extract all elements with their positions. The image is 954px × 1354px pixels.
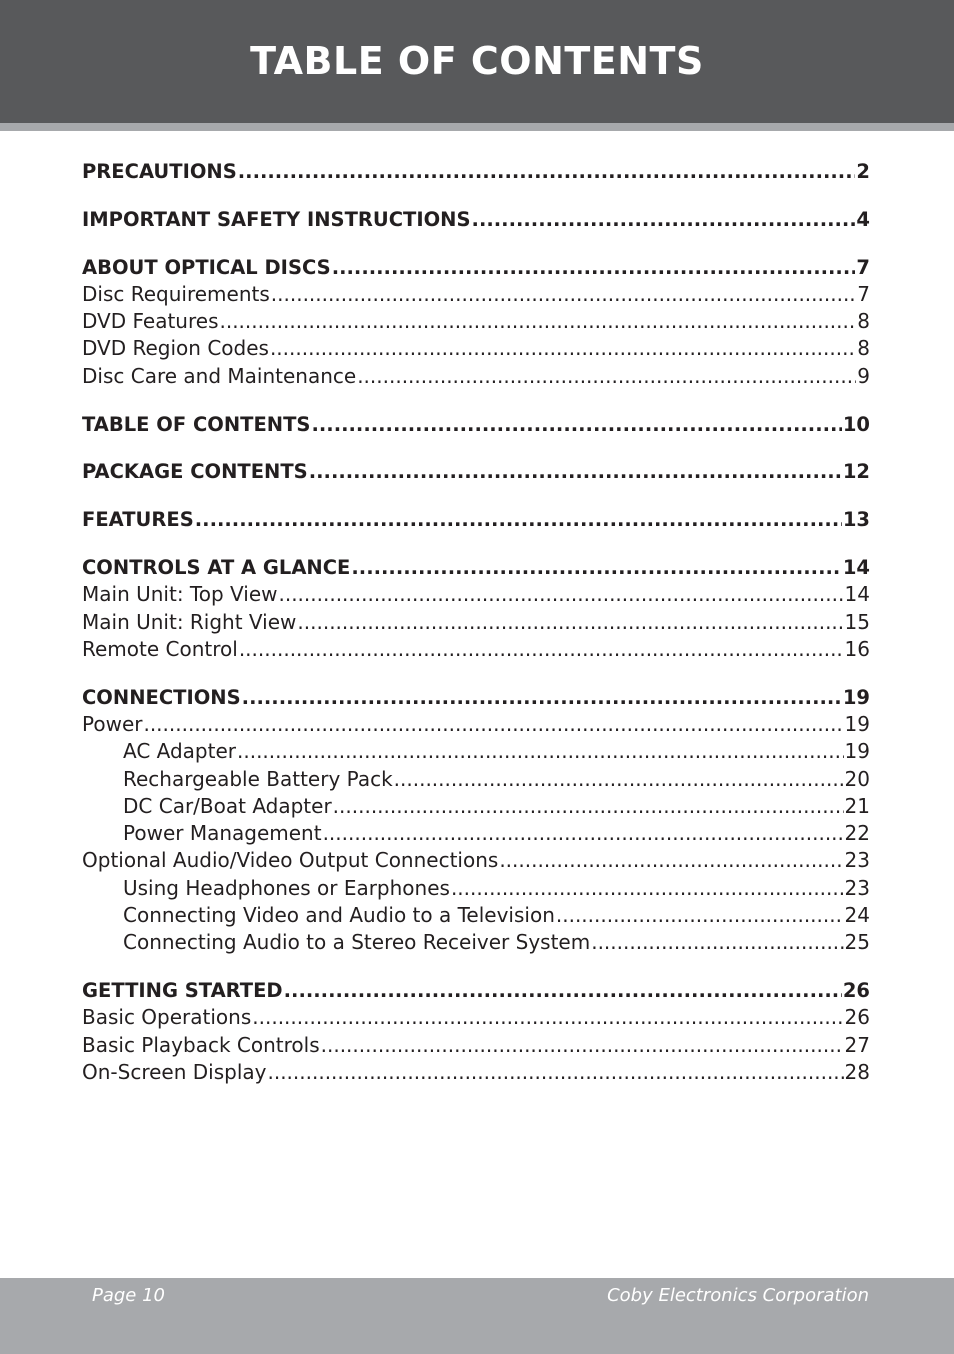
toc-entry-page: 20 — [844, 766, 870, 791]
dot-leader — [556, 902, 844, 929]
toc-entry-important-safety-instructions[interactable] — [82, 206, 870, 233]
dot-leader — [242, 684, 842, 711]
toc-entry-title: Remote Control — [82, 636, 238, 661]
toc-entry-optional-av-output-connections[interactable] — [82, 847, 870, 874]
toc-entry-controls-at-a-glance[interactable] — [82, 554, 870, 581]
dot-leader — [237, 738, 844, 765]
dot-leader — [238, 158, 856, 185]
toc-entry-title: TABLE OF CONTENTS — [82, 412, 311, 436]
toc-entry-title: CONNECTIONS — [82, 685, 241, 709]
toc-entry-title: GETTING STARTED — [82, 979, 283, 1003]
toc-entry-using-headphones[interactable] — [82, 875, 870, 902]
toc-entry-page: 9 — [857, 363, 870, 388]
toc-entry-title: Power — [82, 711, 143, 736]
toc-entry-page: 7 — [857, 281, 870, 306]
dot-leader — [323, 820, 844, 847]
toc-entry-title: DVD Features — [82, 309, 219, 334]
toc-entry-page: 21 — [844, 793, 870, 818]
toc-entry-page: 7 — [856, 255, 870, 279]
toc-entry-title: ABOUT OPTICAL DISCS — [82, 255, 331, 279]
toc-entry-page: 14 — [842, 555, 870, 579]
table-of-contents — [82, 158, 870, 1086]
toc-entry-page: 27 — [844, 1032, 870, 1057]
toc-entry-title: CONTROLS AT A GLANCE — [82, 555, 351, 579]
toc-entry-page: 12 — [842, 460, 870, 484]
toc-entry-title: On-Screen Display — [82, 1060, 267, 1085]
toc-entry-title: Using Headphones or Earphones — [123, 875, 450, 900]
dot-leader — [351, 554, 841, 581]
toc-entry-title: PACKAGE CONTENTS — [82, 460, 308, 484]
toc-entry-page: 19 — [842, 685, 870, 709]
toc-entry-title: DVD Region Codes — [82, 336, 269, 361]
toc-entry-precautions[interactable] — [82, 158, 870, 185]
toc-entry-package-contents[interactable] — [82, 458, 870, 485]
toc-entry-main-unit-top-view[interactable] — [82, 581, 870, 608]
toc-entry-dvd-features[interactable] — [82, 308, 870, 335]
toc-entry-page: 19 — [844, 739, 870, 764]
page-title: TABLE OF CONTENTS — [250, 39, 704, 83]
toc-entry-page: 16 — [844, 636, 870, 661]
dot-leader — [195, 506, 842, 533]
dot-leader — [499, 847, 843, 874]
toc-entry-title: Rechargeable Battery Pack — [123, 766, 393, 791]
toc-entry-page: 23 — [844, 875, 870, 900]
toc-entry-page: 10 — [842, 412, 870, 436]
toc-entry-on-screen-display[interactable] — [82, 1059, 870, 1086]
toc-entry-title: Optional Audio/Video Output Connections — [82, 848, 499, 873]
toc-entry-title: DC Car/Boat Adapter — [123, 793, 332, 818]
toc-entry-ac-adapter[interactable] — [82, 738, 870, 765]
toc-entry-page: 26 — [844, 1005, 870, 1030]
toc-entry-connections[interactable] — [82, 684, 870, 711]
toc-entry-title: Main Unit: Top View — [82, 582, 278, 607]
dot-leader — [270, 335, 856, 362]
footer-company-name: Coby Electronics Corporation — [607, 1285, 869, 1306]
toc-entry-page: 24 — [844, 903, 870, 928]
toc-entry-power-management[interactable] — [82, 820, 870, 847]
toc-entry-page: 8 — [857, 336, 870, 361]
dot-leader — [591, 929, 843, 956]
toc-entry-title: AC Adapter — [123, 739, 236, 764]
dot-leader — [271, 281, 856, 308]
toc-entry-title: Disc Care and Maintenance — [82, 363, 357, 388]
toc-entry-page: 15 — [844, 609, 870, 634]
dot-leader — [284, 977, 842, 1004]
toc-entry-page: 4 — [856, 207, 870, 231]
toc-entry-title: FEATURES — [82, 508, 194, 532]
dot-leader — [143, 711, 843, 738]
toc-entry-title: PRECAUTIONS — [82, 160, 237, 183]
dot-leader — [252, 1004, 843, 1031]
toc-entry-disc-requirements[interactable] — [82, 281, 870, 308]
dot-leader — [309, 458, 842, 485]
toc-entry-basic-playback-controls[interactable] — [82, 1032, 870, 1059]
toc-entry-connecting-video-audio-tv[interactable] — [82, 902, 870, 929]
dot-leader — [278, 581, 843, 608]
toc-entry-dvd-region-codes[interactable] — [82, 335, 870, 362]
toc-entry-title: Main Unit: Right View — [82, 609, 297, 634]
dot-leader — [357, 363, 856, 390]
toc-entry-table-of-contents[interactable] — [82, 411, 870, 438]
toc-entry-about-optical-discs[interactable] — [82, 254, 870, 281]
toc-entry-title: Connecting Video and Audio to a Television — [123, 903, 555, 928]
toc-entry-power[interactable] — [82, 711, 870, 738]
toc-entry-page: 19 — [844, 711, 870, 736]
toc-entry-page: 14 — [844, 582, 870, 607]
toc-entry-main-unit-right-view[interactable] — [82, 609, 870, 636]
toc-entry-page: 23 — [844, 848, 870, 873]
dot-leader — [239, 636, 844, 663]
toc-entry-connecting-audio-stereo[interactable] — [82, 929, 870, 956]
toc-entry-remote-control[interactable] — [82, 636, 870, 663]
toc-entry-title: IMPORTANT SAFETY INSTRUCTIONS — [82, 207, 471, 231]
toc-entry-title: Power Management — [123, 821, 322, 846]
dot-leader — [394, 766, 844, 793]
toc-entry-page: 8 — [857, 309, 870, 334]
dot-leader — [332, 254, 856, 281]
toc-entry-basic-operations[interactable] — [82, 1004, 870, 1031]
toc-entry-title: Basic Playback Controls — [82, 1032, 320, 1057]
toc-entry-page: 13 — [842, 508, 870, 532]
dot-leader — [219, 308, 856, 335]
toc-entry-features[interactable] — [82, 506, 870, 533]
toc-entry-title: Connecting Audio to a Stereo Receiver System — [123, 930, 591, 955]
dot-leader — [267, 1059, 843, 1086]
toc-entry-title: Basic Operations — [82, 1005, 252, 1030]
toc-entry-dc-car-boat-adapter[interactable] — [82, 793, 870, 820]
toc-entry-page: 22 — [844, 821, 870, 846]
toc-entry-title: Disc Requirements — [82, 281, 270, 306]
dot-leader — [311, 411, 841, 438]
toc-entry-page: 28 — [844, 1060, 870, 1085]
toc-entry-page: 2 — [856, 160, 870, 183]
footer-page-number: Page 10 — [92, 1285, 166, 1306]
dot-leader — [321, 1032, 844, 1059]
dot-leader — [472, 206, 856, 233]
dot-leader — [451, 875, 844, 902]
toc-entry-page: 26 — [842, 979, 870, 1003]
toc-entry-rechargeable-battery-pack[interactable] — [82, 766, 870, 793]
toc-entry-page: 25 — [844, 930, 870, 955]
header-divider — [0, 123, 954, 131]
toc-entry-getting-started[interactable] — [82, 977, 870, 1004]
dot-leader — [333, 793, 844, 820]
toc-entry-disc-care-and-maintenance[interactable] — [82, 363, 870, 390]
dot-leader — [297, 609, 843, 636]
